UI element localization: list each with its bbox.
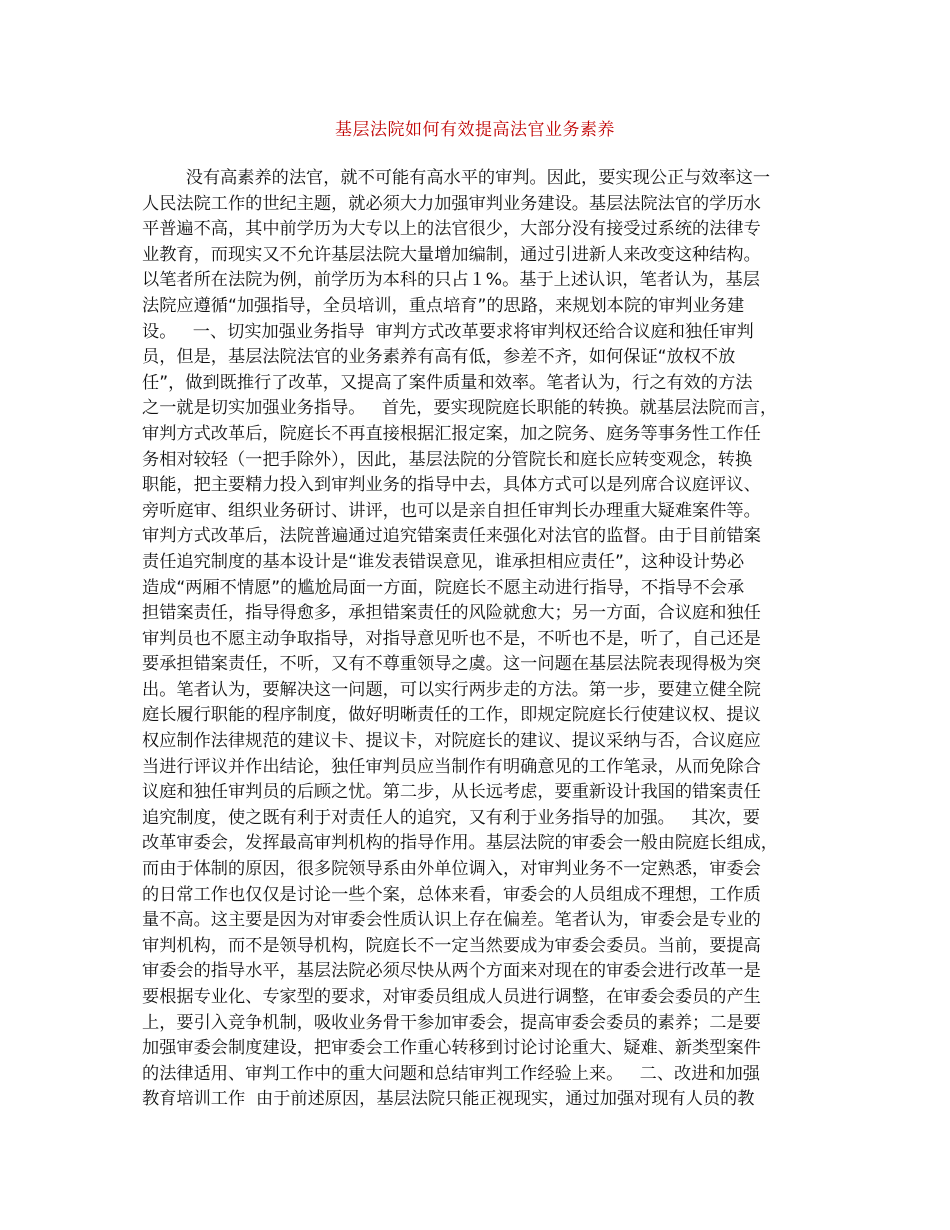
body-line: 量不高。这主要是因为对审委会性质认识上存在偏差。笔者认为，审委会是专业的 bbox=[142, 910, 761, 931]
body-line: 没有高素养的法官，就不可能有高水平的审判。因此，要实现公正与效率这一 bbox=[142, 168, 771, 188]
body-line: 以笔者所在法院为例，前学历为本科的只占１%。基于上述认识，笔者认为，基层 bbox=[142, 270, 760, 291]
body-line: 改革审委会，发挥最高审判机构的指导作用。基层法院的审委会一般由院庭长组成， bbox=[142, 833, 778, 854]
body-line: 务相对较轻（一把手除外），因此，基层法院的分管院长和庭长应转变观念，转换 bbox=[142, 449, 753, 470]
body-line: 人民法院工作的世纪主题，就必须大力加强审判业务建设。基层法院法官的学历水 bbox=[142, 193, 761, 214]
body-line: 审判员也不愿主动争取指导，对指导意见听也不是，不听也不是，听了，自己还是 bbox=[142, 628, 761, 649]
body-line: 员，但是，基层法院法官的业务素养有高有低，参差不齐，如何保证“放权不放 bbox=[142, 347, 736, 368]
body-line: 审判机构，而不是领导机构，院庭长不一定当然要成为审委会委员。当前，要提高 bbox=[142, 935, 761, 956]
body-line: 庭长履行职能的程序制度，做好明晰责任的工作，即规定院庭长行使建议权、提议 bbox=[142, 705, 761, 726]
body-line: 审判方式改革后，法院普遍通过追究错案责任来强化对法官的监督。由于目前错案 bbox=[142, 526, 761, 547]
body-line: 教育培训工作 由于前述原因，基层法院只能正视现实，通过加强对现有人员的教 bbox=[142, 1089, 755, 1110]
document-title: 基层法院如何有效提高法官业务素养 bbox=[335, 120, 615, 140]
body-line: 而由于体制的原因，很多院领导系由外单位调入，对审判业务不一定熟悉，审委会 bbox=[142, 859, 761, 880]
body-line: 审判方式改革后，院庭长不再直接根据汇报定案，加之院务、庭务等事务性工作任 bbox=[142, 423, 761, 444]
body-line: 要根据专业化、专家型的要求，对审委员组成人员进行调整，在审委会委员的产生 bbox=[142, 987, 761, 1007]
body-line: 上，要引入竞争机制，吸收业务骨干参加审委会，提高审委会委员的素养；二是要 bbox=[142, 1012, 761, 1033]
body-line: 任”，做到既推行了改革，又提高了案件质量和效率。笔者认为，行之有效的方法 bbox=[142, 372, 753, 393]
body-line: 权应制作法律规范的建议卡、提议卡，对院庭长的建议、提议采纳与否，合议庭应 bbox=[142, 731, 761, 752]
body-line: 担错案责任，指导得愈多，承担错案责任的风险就愈大；另一方面，合议庭和独任 bbox=[142, 603, 761, 624]
body-line: 业教育，而现实又不允许基层法院大量增加编制，通过引进新人来改变这种结构。 bbox=[142, 244, 761, 265]
body-line: 法院应遵循“加强指导，全员培训，重点培育”的思路，来规划本院的审判业务建 bbox=[142, 295, 745, 316]
document-body bbox=[142, 166, 822, 1113]
body-line: 旁听庭审、组织业务研讨、讲评，也可以是亲自担任审判长办理重大疑难案件等。 bbox=[142, 500, 761, 521]
body-line: 职能，把主要精力投入到审判业务的指导中去，具体方式可以是列席合议庭评议、 bbox=[142, 475, 761, 496]
body-line: 加强审委会制度建设，把审委会工作重心转移到讨论讨论重大、疑难、新类型案件 bbox=[142, 1038, 761, 1059]
body-line: 设。 一、切实加强业务指导 审判方式改革要求将审判权还给合议庭和独任审判 bbox=[142, 321, 754, 342]
body-line: 责任追究制度的基本设计是“谁发表错误意见，谁承担相应责任”，这种设计势必 bbox=[142, 551, 745, 572]
body-line: 要承担错案责任，不听，又有不尊重领导之虞。这一问题在基层法院表现得极为突 bbox=[142, 654, 761, 675]
body-line: 审委会的指导水平，基层法院必须尽快从两个方面来对现在的审委会进行改革一是 bbox=[142, 961, 761, 982]
body-line: 追究制度，使之既有利于对责任人的追究，又有利于业务指导的加强。 其次，要 bbox=[142, 807, 760, 828]
body-line: 出。笔者认为，要解决这一问题，可以实行两步走的方法。第一步，要建立健全院 bbox=[142, 679, 761, 700]
body-line: 平普遍不高，其中前学历为大专以上的法官很少，大部分没有接受过系统的法律专 bbox=[142, 219, 761, 240]
body-line: 的日常工作也仅仅是讨论一些个案，总体来看，审委会的人员组成不理想，工作质 bbox=[142, 884, 761, 905]
body-line: 当进行评议并作出结论，独任审判员应当制作有明确意见的工作笔录，从而免除合 bbox=[142, 756, 761, 777]
body-line: 议庭和独任审判员的后顾之忧。第二步，从长远考虑，要重新设计我国的错案责任 bbox=[142, 782, 761, 803]
body-line: 之一就是切实加强业务指导。 首先，要实现院庭长职能的转换。就基层法院而言， bbox=[142, 398, 778, 419]
body-line: 的法律适用、审判工作中的重大问题和总结审判工作经验上来。 二、改进和加强 bbox=[142, 1063, 760, 1084]
body-line: 造成“两厢不情愿”的尴尬局面一方面，院庭长不愿主动进行指导，不指导不会承 bbox=[142, 577, 745, 598]
